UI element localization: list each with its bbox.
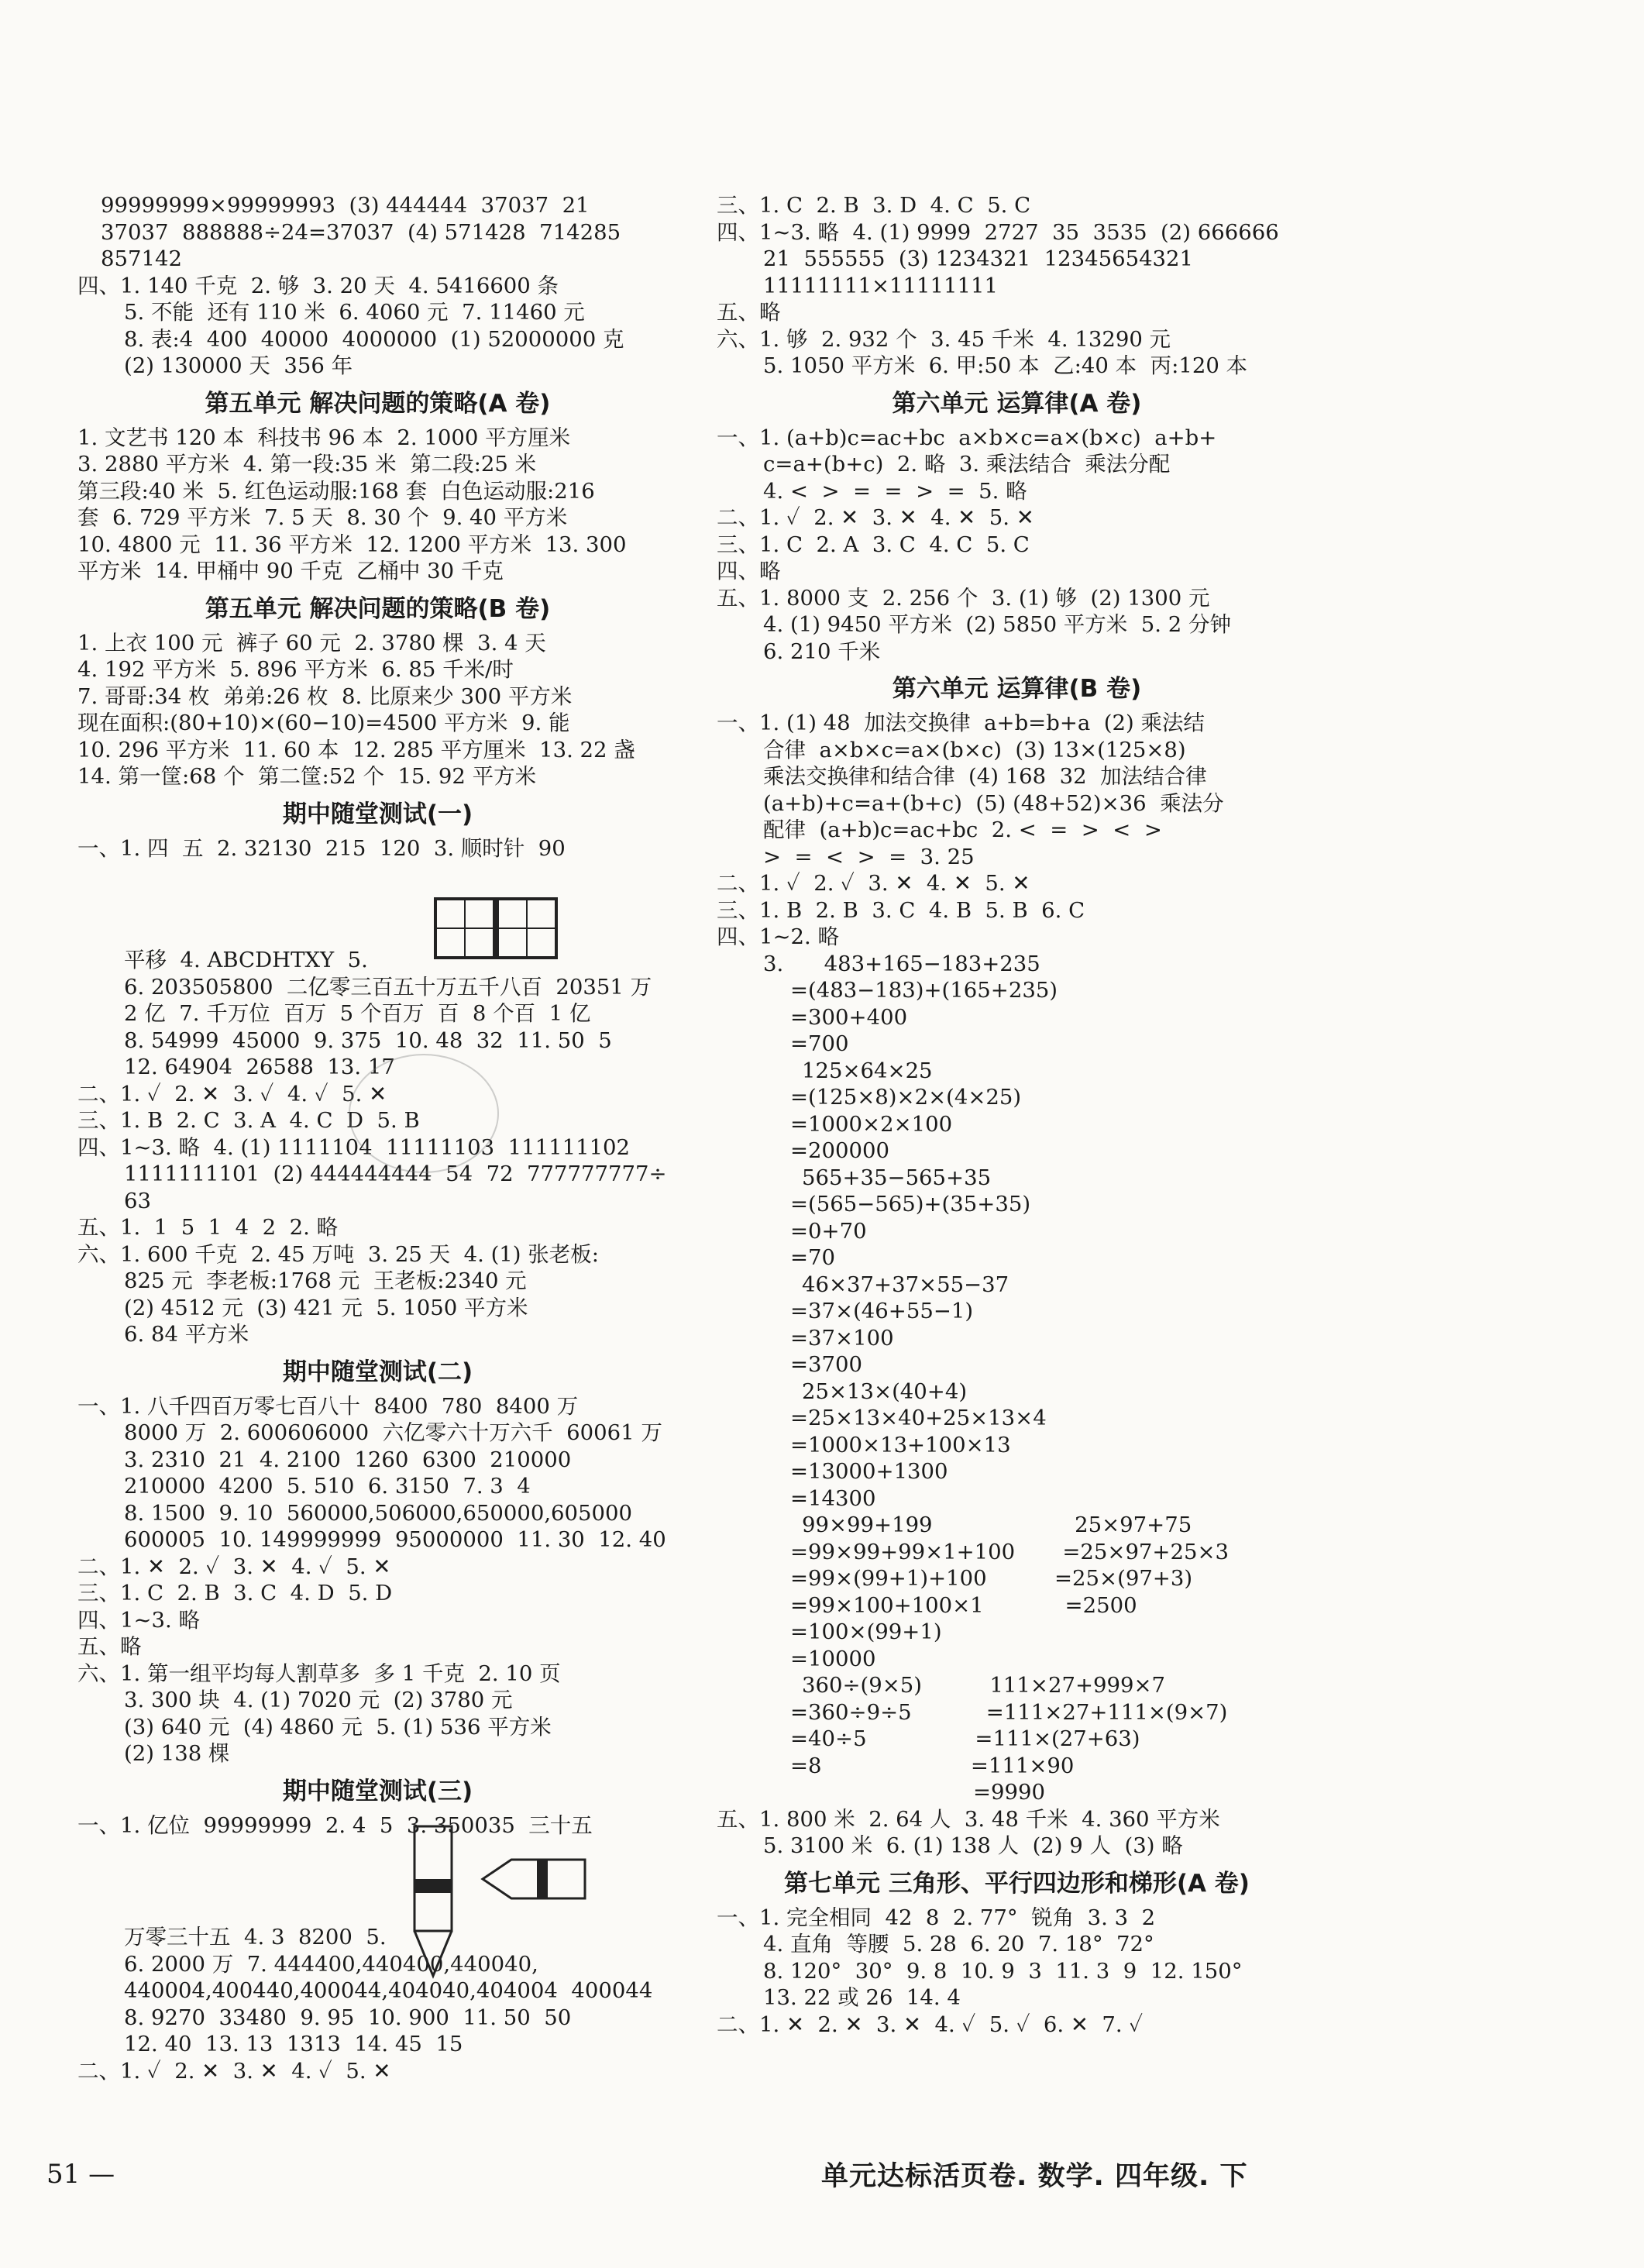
- answer-line: =13000+1300: [790, 1459, 948, 1484]
- answer-line: 现在面积:(80+10)×(60−10)=4500 平方米 9. 能: [77, 711, 570, 735]
- answer-line: =(565−565)+(35+35): [790, 1192, 1031, 1217]
- answer-line: 360÷(9×5) 111×27+999×7: [802, 1673, 1166, 1698]
- answer-line: =1000×2×100: [790, 1111, 953, 1137]
- answer-line: (2) 138 棵: [124, 1741, 230, 1766]
- answer-line: 440004,400440,400044,404040,404004 400044: [124, 1978, 653, 2003]
- answer-line: 1. 文艺书 120 本 科技书 96 本 2. 1000 平方厘米: [77, 425, 571, 450]
- answer-line: 一、1. 八千四百万零七百八十 8400 780 8400 万: [77, 1393, 579, 1419]
- answer-line: 二、1. ✓ 2. ✕ 3. ✓ 4. ✓ 5. ✕: [77, 1081, 387, 1106]
- answer-line: 五、1. 1 5 1 4 2 2. 略: [77, 1215, 339, 1240]
- answer-line: 5. 不能 还有 110 米 6. 4060 元 7. 11460 元: [124, 300, 585, 325]
- answer-line: 8. 54999 45000 9. 375 10. 48 32 11. 50 5: [124, 1027, 612, 1053]
- answer-line: 10. 296 平方米 11. 60 本 12. 285 平方厘米 13. 22 盏: [77, 737, 635, 762]
- answer-line: 857142: [101, 246, 182, 271]
- answer-line: 五、略: [77, 1634, 142, 1659]
- answer-line: =1000×13+100×13: [790, 1432, 1011, 1458]
- answer-line: 3. 2310 21 4. 2100 1260 6300 210000: [124, 1447, 572, 1472]
- answer-line: =(483−183)+(165+235): [790, 978, 1058, 1003]
- section-title: 第五单元 解决问题的策略(B 卷): [205, 594, 551, 623]
- answer-line: 25×13×(40+4): [802, 1378, 968, 1404]
- answer-line: =8 =111×90: [790, 1753, 1075, 1778]
- answer-line: =25×13×40+25×13×4: [790, 1406, 1047, 1430]
- answer-line: (2) 4512 元 (3) 421 元 5. 1050 平方米: [124, 1295, 528, 1320]
- answer-line: 三、1. B 2. C 3. A 4. C D 5. B: [77, 1108, 420, 1133]
- answer-line: 4. (1) 9450 平方米 (2) 5850 平方米 5. 2 分钟: [763, 612, 1232, 637]
- answer-line: 三、1. C 2. B 3. C 4. D 5. D: [77, 1581, 393, 1605]
- grid-figure-2: [496, 897, 558, 959]
- section-title: 期中随堂测试(二): [282, 1358, 473, 1386]
- answer-line: 13. 22 或 26 14. 4: [763, 1985, 961, 2010]
- answer-line: (a+b)+c=a+(b+c) (5) (48+52)×36 乘法分: [763, 790, 1224, 816]
- answer-line: 合律 a×b×c=a×(b×c) (3) 13×(125×8): [763, 737, 1186, 762]
- answer-line: =40÷5 =111×(27+63): [790, 1726, 1140, 1751]
- answer-line: 14. 第一筐:68 个 第二筐:52 个 15. 92 平方米: [77, 764, 537, 789]
- answer-line: =(125×8)×2×(4×25): [790, 1085, 1022, 1110]
- answer-line: 一、1. 四 五 2. 32130 215 120 3. 顺时针 90: [77, 835, 566, 861]
- answer-line: =100×(99+1): [790, 1619, 942, 1644]
- answer-line: 四、1. 140 千克 2. 够 3. 20 天 4. 5416600 条: [77, 273, 559, 298]
- answer-line: 99999999×99999993 (3) 444444 37037 21: [101, 193, 590, 218]
- section-title: 期中随堂测试(三): [282, 1777, 473, 1805]
- answer-line: 8. 120° 30° 9. 8 10. 9 3 11. 3 9 12. 150°: [763, 1958, 1243, 1984]
- answer-line: 7. 哥哥:34 枚 弟弟:26 枚 8. 比原来少 300 平方米: [77, 683, 573, 709]
- answer-line: 6. 203505800 二亿零三百五十万五千八百 20351 万: [124, 974, 652, 1000]
- answer-line: 37037 888888÷24=37037 (4) 571428 714285: [101, 219, 621, 245]
- answer-line: 六、1. 够 2. 932 个 3. 45 千米 4. 13290 元: [717, 326, 1171, 352]
- answer-line: 4. 192 平方米 5. 896 平方米 6. 85 千米/时: [77, 657, 514, 682]
- answer-line: 12. 40 13. 13 1313 14. 45 15: [124, 2032, 463, 2056]
- answer-line: =200000: [790, 1138, 890, 1163]
- answer-line: 一、1. (1) 48 加法交换律 a+b=b+a (2) 乘法结: [717, 711, 1205, 735]
- answer-line: 一、1. 亿位 99999999 2. 4 5 3. 350035 三十五: [77, 1812, 593, 1838]
- answer-line: 乘法交换律和结合律 (4) 168 32 加法结合律: [763, 764, 1207, 789]
- answer-line: 8. 1500 9. 10 560000,506000,650000,605000: [124, 1500, 633, 1526]
- answer-line: 210000 4200 5. 510 6. 3150 7. 3 4: [124, 1474, 531, 1499]
- answer-line: 4. < > = = > = 5. 略: [763, 478, 1027, 504]
- answer-line: 五、1. 8000 支 2. 256 个 3. (1) 够 (2) 1300 元: [717, 585, 1210, 611]
- answer-line: 5. 1050 平方米 6. 甲:50 本 乙:40 本 丙:120 本: [763, 353, 1248, 378]
- answer-line: 825 元 李老板:1768 元 王老板:2340 元: [124, 1268, 527, 1293]
- answer-line: =14300: [790, 1485, 876, 1511]
- answer-line: 一、1. 完全相同 42 8 2. 77° 锐角 3. 3 2: [717, 1905, 1156, 1930]
- answer-line: 46×37+37×55−37: [802, 1272, 1009, 1297]
- answer-line: 二、1. ✓ 2. ✕ 3. ✕ 4. ✓ 5. ✕: [77, 2058, 391, 2084]
- answer-line: 二、1. ✕ 2. ✓ 3. ✕ 4. ✓ 5. ✕: [77, 1554, 391, 1579]
- answer-line: 8000 万 2. 600606000 六亿零六十万六千 60061 万: [124, 1420, 662, 1445]
- answer-line: 6. 84 平方米: [124, 1322, 249, 1347]
- answer-line: =700: [790, 1031, 849, 1056]
- answer-line: 第三段:40 米 5. 红色运动服:168 套 白色运动服:216: [77, 478, 595, 504]
- answer-line: 8. 表:4 400 40000 4000000 (1) 52000000 克: [124, 326, 624, 352]
- answer-line: 5. 3100 米 6. (1) 138 人 (2) 9 人 (3) 略: [763, 1833, 1183, 1858]
- answer-line: 99×99+199 25×97+75: [802, 1513, 1192, 1537]
- answer-line: > = < > = 3. 25: [763, 844, 975, 869]
- answer-line: 3. 483+165−183+235: [763, 951, 1040, 976]
- answer-line: 4. 直角 等腰 5. 28 6. 20 7. 18° 72°: [763, 1932, 1154, 1957]
- answer-line: 二、1. ✕ 2. ✕ 3. ✕ 4. ✓ 5. ✓ 6. ✕ 7. ✓: [717, 2012, 1144, 2037]
- answer-line: 3. 300 块 4. (1) 7020 元 (2) 3780 元: [124, 1688, 513, 1712]
- stamp-mark: [349, 1054, 499, 1173]
- answer-line: 平方米 14. 甲桶中 90 千克 乙桶中 30 千克: [77, 559, 504, 583]
- answer-line: 四、略: [717, 559, 781, 583]
- pencil-figure: [407, 1825, 461, 1980]
- answer-line: 四、1~3. 略 4. (1) 9999 2727 35 3535 (2) 666666: [717, 219, 1279, 245]
- right-column: [717, 192, 1317, 2038]
- answer-line: 平移 4. ABCDHTXY 5.: [124, 948, 368, 972]
- answer-line: =37×100: [790, 1325, 894, 1351]
- answer-line: 8. 9270 33480 9. 95 10. 900 11. 50 50: [124, 2005, 572, 2030]
- answer-line: 配律 (a+b)c=ac+bc 2. < = > < >: [763, 817, 1162, 842]
- answer-line: 600005 10. 149999999 95000000 11. 30 12. 40: [124, 1527, 666, 1552]
- answer-line: 四、1~2. 略: [717, 924, 840, 949]
- section-title: 第六单元 运算律(A 卷): [892, 389, 1142, 418]
- answer-line: 六、1. 第一组平均每人割草多 多 1 千克 2. 10 页: [77, 1661, 561, 1686]
- answer-line: 63: [124, 1188, 151, 1213]
- answer-line: 五、1. 800 米 2. 64 人 3. 48 千米 4. 360 平方米: [717, 1806, 1220, 1832]
- answer-line: =99×99+99×1+100 =25×97+25×3: [790, 1539, 1230, 1564]
- answer-line: 1. 上衣 100 元 裤子 60 元 2. 3780 棵 3. 4 天: [77, 630, 546, 656]
- answer-line: 二、1. ✓ 2. ✓ 3. ✕ 4. ✕ 5. ✕: [717, 871, 1030, 896]
- answer-line: 2 亿 7. 千万位 百万 5 个百万 百 8 个百 1 亿: [124, 1001, 591, 1026]
- answer-line: 四、1~3. 略: [77, 1607, 201, 1633]
- arrow-figure: [480, 1856, 589, 1902]
- answer-line: 11111111×11111111: [763, 273, 998, 298]
- answer-line: =9990: [790, 1780, 1046, 1805]
- page-number: 51 —: [46, 2159, 115, 2190]
- answer-line: 套 6. 729 平方米 7. 5 天 8. 30 个 9. 40 平方米: [77, 505, 568, 530]
- answer-line: =0+70: [790, 1218, 867, 1244]
- answer-line: 一、1. (a+b)c=ac+bc a×b×c=a×(b×c) a+b+: [717, 425, 1217, 450]
- answer-line: 三、1. B 2. B 3. C 4. B 5. B 6. C: [717, 897, 1085, 923]
- answer-line: 6. 2000 万 7. 444400,440400,440040,: [124, 1951, 538, 1977]
- grid-figure-1: [434, 897, 496, 959]
- answer-line: (2) 130000 天 356 年: [124, 353, 353, 378]
- answer-line: 21 555555 (3) 1234321 12345654321: [763, 246, 1194, 271]
- answer-line: =99×100+100×1 =2500: [790, 1592, 1137, 1618]
- section-title: 期中随堂测试(一): [282, 800, 473, 828]
- answer-line: 六、1. 600 千克 2. 45 万吨 3. 25 天 4. (1) 张老板:: [77, 1241, 600, 1267]
- answer-line: =99×(99+1)+100 =25×(97+3): [790, 1566, 1193, 1591]
- answer-line: =3700: [790, 1352, 863, 1377]
- answer-line: 四、1~3. 略 4. (1) 1111104 11111103 111111102: [77, 1134, 631, 1160]
- answer-line: 万零三十五 4. 3 8200 5.: [124, 1925, 387, 1950]
- section-title: 第五单元 解决问题的策略(A 卷): [205, 389, 551, 418]
- answer-line: =70: [790, 1245, 836, 1270]
- answer-line: =37×(46+55−1): [790, 1299, 974, 1323]
- answer-line: 3. 2880 平方米 4. 第一段:35 米 第二段:25 米: [77, 452, 537, 477]
- answer-line: 二、1. ✓ 2. ✕ 3. ✕ 4. ✕ 5. ✕: [717, 505, 1034, 530]
- answer-line: 125×64×25: [802, 1058, 933, 1083]
- answer-line: 三、1. C 2. B 3. D 4. C 5. C: [717, 193, 1031, 218]
- section-title: 第六单元 运算律(B 卷): [892, 675, 1142, 703]
- answer-line: 1111111101 (2) 444444444 54 72 777777777÷: [124, 1162, 667, 1186]
- answer-line: 565+35−565+35: [802, 1165, 992, 1190]
- answer-line: 6. 210 千米: [763, 638, 881, 664]
- footer-title: 单元达标活页卷. 数学. 四年级. 下: [821, 2161, 1248, 2192]
- answer-line: =300+400: [790, 1004, 908, 1030]
- answer-line: 五、略: [717, 300, 781, 325]
- answer-line: 三、1. C 2. A 3. C 4. C 5. C: [717, 532, 1030, 557]
- answer-line: (3) 640 元 (4) 4860 元 5. (1) 536 平方米: [124, 1714, 552, 1740]
- answer-line: =10000: [790, 1646, 876, 1671]
- answer-line: 12. 64904 26588 13. 17: [124, 1055, 395, 1079]
- answer-line: c=a+(b+c) 2. 略 3. 乘法结合 乘法分配: [763, 452, 1171, 477]
- answer-line: 10. 4800 元 11. 36 平方米 12. 1200 平方米 13. 300: [77, 532, 627, 557]
- answer-line: =360÷9÷5 =111×27+111×(9×7): [790, 1699, 1228, 1725]
- figure-space: [77, 862, 678, 947]
- section-title: 第七单元 三角形、平行四边形和梯形(A 卷): [784, 1869, 1250, 1898]
